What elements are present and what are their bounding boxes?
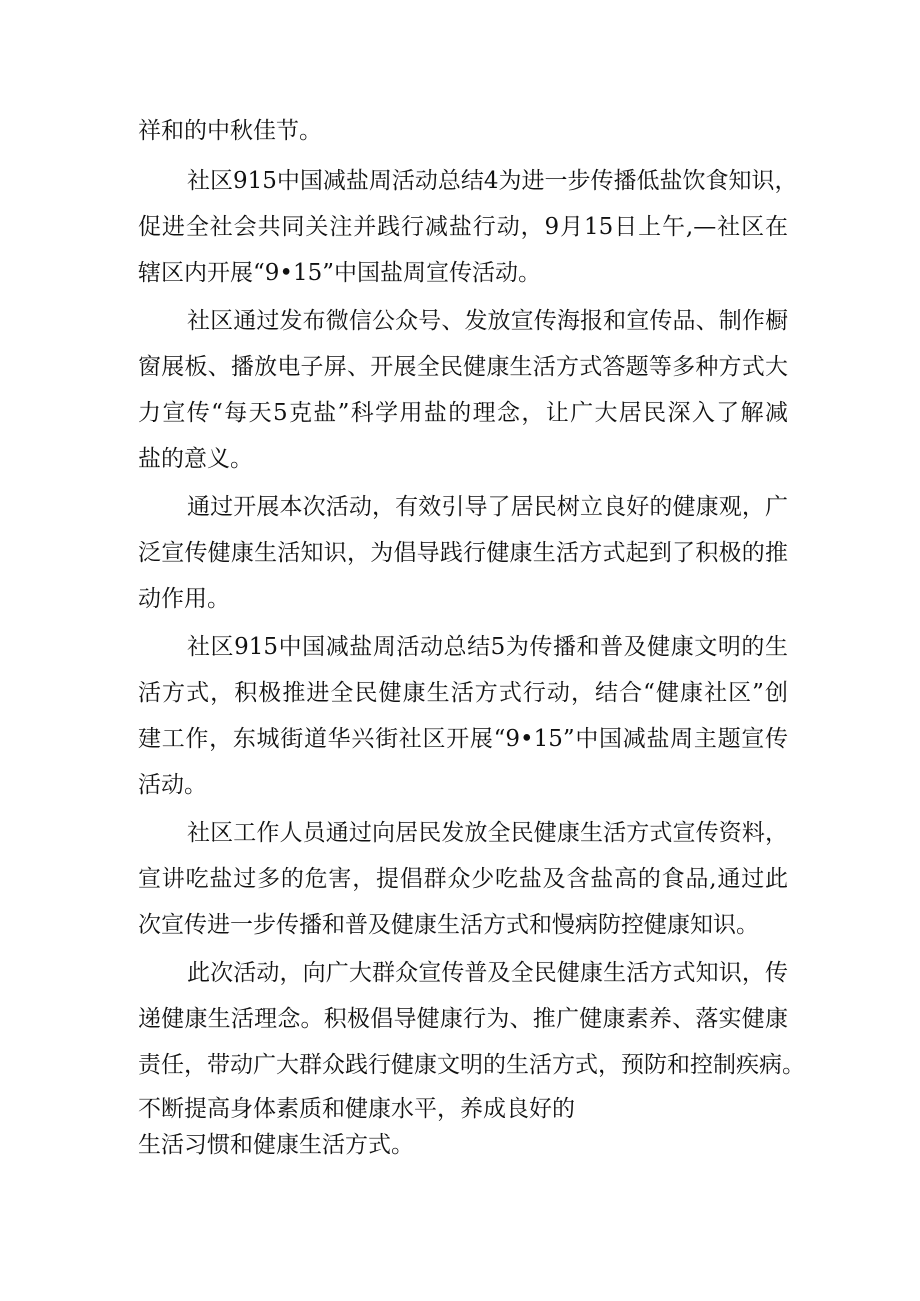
paragraph-line: 动作用。: [138, 586, 230, 612]
paragraph-line: 此次活动，向广大群众宣传普及全民健康生活方式知识，传: [187, 960, 788, 986]
paragraph-line: 社区工作人员通过向居民发放全民健康生活方式宣传资料，: [187, 820, 788, 846]
paragraph-line: 建工作，东城街道华兴街社区开展“9•15”中国减盐周主题宣传: [138, 726, 788, 752]
paragraph-line: 泛宣传健康生活知识，为倡导践行健康生活方式起到了积极的推: [138, 540, 788, 566]
paragraph-line: 促进全社会共同关注并践行减盐行动，9月15日上午,—社区在: [138, 214, 788, 240]
paragraph-line: 盐的意义。: [138, 446, 253, 472]
paragraph-line: 责任，带动广大群众践行健康文明的生活方式，预防和控制疾病。: [138, 1052, 805, 1078]
paragraph-line: 活方式，积极推进全民健康生活方式行动，结合“健康社区”创: [138, 680, 788, 706]
paragraph-line: 生活习惯和健康生活方式。: [138, 1132, 414, 1158]
paragraph-line: 力宣传“每天5克盐”科学用盐的理念，让广大居民深入了解减: [138, 400, 788, 426]
paragraph-line: 次宣传进一步传播和普及健康生活方式和慢病防控健康知识。: [138, 912, 759, 938]
paragraph-line: 活动。: [138, 772, 207, 798]
paragraph-line: 辖区内开展“9•15”中国盐周宣传活动。: [138, 260, 541, 286]
paragraph-line: 社区通过发布微信公众号、发放宣传海报和宣传品、制作橱: [187, 308, 788, 334]
paragraph-line: 社区915中国减盐周活动总结5为传播和普及健康文明的生: [187, 634, 788, 660]
paragraph-line: 通过开展本次活动，有效引导了居民树立良好的健康观，广: [187, 494, 788, 520]
paragraph-line: 宣讲吃盐过多的危害，提倡群众少吃盐及含盐高的食品,通过此: [138, 866, 788, 892]
paragraph-line: 递健康生活理念。积极倡导健康行为、推广健康素养、落实健康: [138, 1006, 788, 1032]
paragraph-line: 不断提高身体素质和健康水平，养成良好的: [138, 1096, 575, 1122]
paragraph-line: 窗展板、播放电子屏、开展全民健康生活方式答题等多种方式大: [138, 354, 788, 380]
paragraph-line: 祥和的中秋佳节。: [138, 118, 322, 144]
paragraph-line: 社区915中国减盐周活动总结4为进一步传播低盐饮食知识，: [187, 168, 798, 194]
